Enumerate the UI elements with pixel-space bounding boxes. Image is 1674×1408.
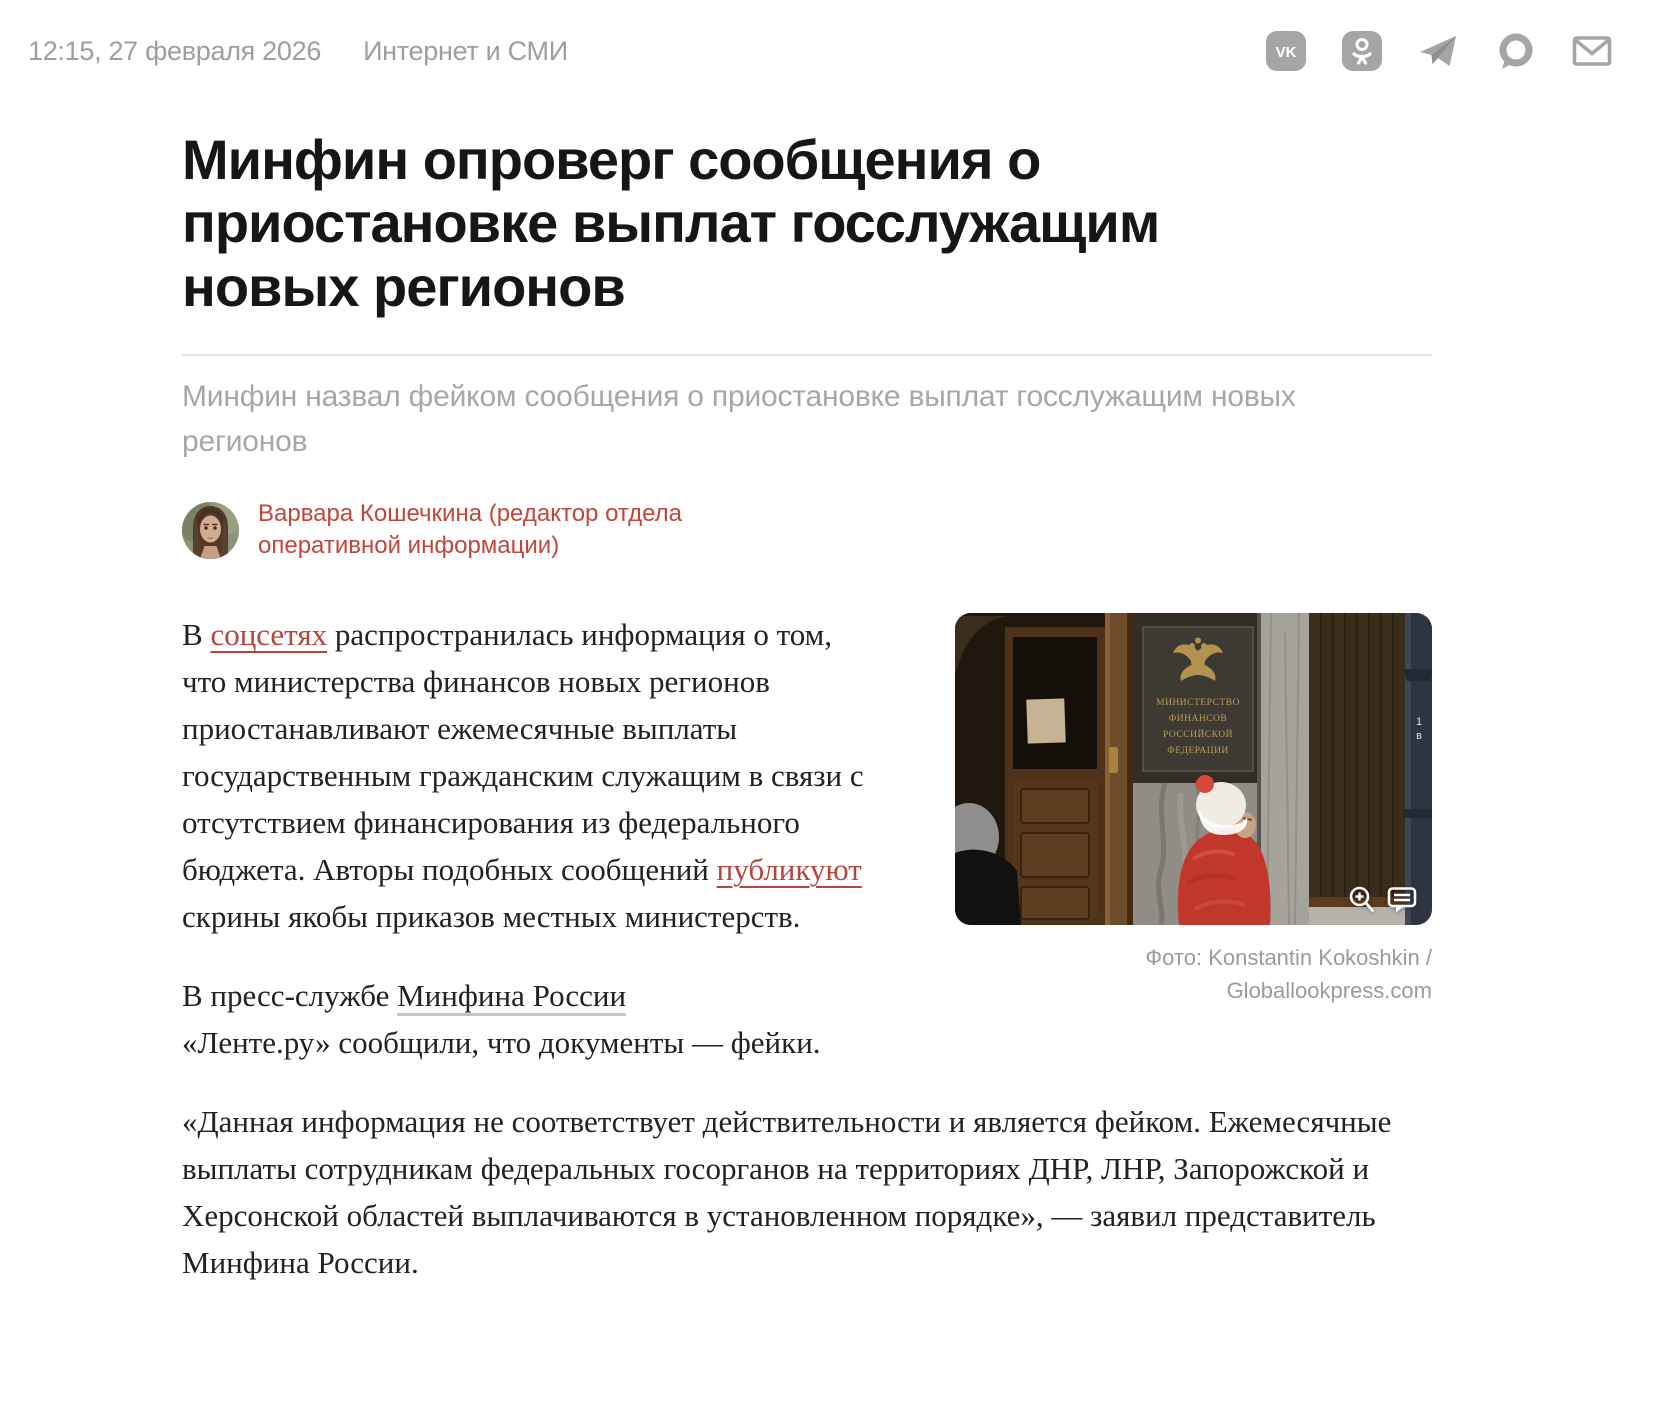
messenger-icon[interactable] bbox=[1496, 31, 1536, 71]
inline-link[interactable]: публикуют bbox=[716, 852, 862, 888]
title-divider bbox=[182, 354, 1432, 356]
telegram-icon[interactable] bbox=[1418, 32, 1460, 70]
author-avatar-image bbox=[182, 502, 239, 559]
photo-comments-icon[interactable] bbox=[1387, 886, 1418, 914]
article-paragraph bbox=[182, 1098, 1432, 1286]
svg-text:МИНИСТЕРСТВО: МИНИСТЕРСТВО bbox=[1156, 698, 1240, 709]
paragraph-text: «Ленте.ру» сообщили, что документы — фейки. bbox=[182, 1025, 821, 1061]
author-name-link[interactable]: Варвара Кошечкина (редактор отдела оперативной информации) bbox=[258, 499, 682, 560]
inline-link[interactable]: Минфина России bbox=[397, 978, 627, 1014]
svg-text:в: в bbox=[1416, 730, 1422, 743]
email-icon[interactable] bbox=[1572, 34, 1612, 68]
paragraph-text: «Данная информация не соответствует действительности и является фейком. Ежемесячные выплаты сотрудникам федеральных госорганов на территориях ДНР, ЛНР, Запорожской и Херсонской областей выплачиваются в установленном порядке», — заявил представитель Минфина России. bbox=[182, 1104, 1392, 1281]
category-link[interactable]: Интернет и СМИ bbox=[363, 35, 568, 66]
svg-text:ФИНАНСОВ: ФИНАНСОВ bbox=[1168, 714, 1228, 725]
article-photo[interactable] bbox=[955, 613, 1432, 925]
paragraph-text: В bbox=[182, 617, 211, 653]
topbar bbox=[0, 0, 1674, 72]
svg-text:ФЕДЕРАЦИИ: ФЕДЕРАЦИИ bbox=[1167, 746, 1229, 757]
article-timestamp: 12:15, 27 февраля 2026 bbox=[28, 35, 322, 66]
svg-text:VK: VK bbox=[1275, 44, 1297, 61]
ministry-of-finance-photo bbox=[955, 613, 1432, 925]
share-bar bbox=[1266, 31, 1612, 71]
article-title: Минфин опроверг сообщения о приостановке выплат госслужащим новых регионов bbox=[182, 128, 1160, 318]
zoom-in-icon[interactable] bbox=[1348, 885, 1376, 915]
paragraph-text: распространилась информация о том, что министерства финансов новых регионов приостанавливают ежемесячные выплаты государственным гражданским служащим в связи с отсутствием финансирования из федерального бюджета. Авторы подобных сообщений bbox=[182, 617, 864, 888]
article-lead: Минфин назвал фейком сообщения о приостановке выплат госслужащим новых регионов bbox=[182, 379, 1296, 458]
article-figure bbox=[955, 613, 1432, 1007]
odnoklassniki-icon[interactable] bbox=[1342, 31, 1382, 71]
author-avatar[interactable] bbox=[182, 502, 239, 559]
author-row bbox=[182, 498, 1432, 563]
article-content bbox=[182, 128, 1432, 1286]
paragraph-text: скрины якобы приказов местных министерств. bbox=[182, 899, 801, 935]
svg-text:1: 1 bbox=[1415, 716, 1423, 729]
vk-icon[interactable] bbox=[1266, 31, 1306, 71]
inline-link[interactable]: соцсетях bbox=[210, 617, 328, 653]
photo-credit: Фото: Konstantin Kokoshkin / Globallookpress.com bbox=[1145, 945, 1432, 1004]
article-body bbox=[182, 611, 1432, 1286]
svg-text:РОССИЙСКОЙ: РОССИЙСКОЙ bbox=[1163, 730, 1233, 741]
photo-overlay-controls bbox=[1348, 885, 1418, 915]
paragraph-text: В пресс-службе bbox=[182, 978, 398, 1014]
